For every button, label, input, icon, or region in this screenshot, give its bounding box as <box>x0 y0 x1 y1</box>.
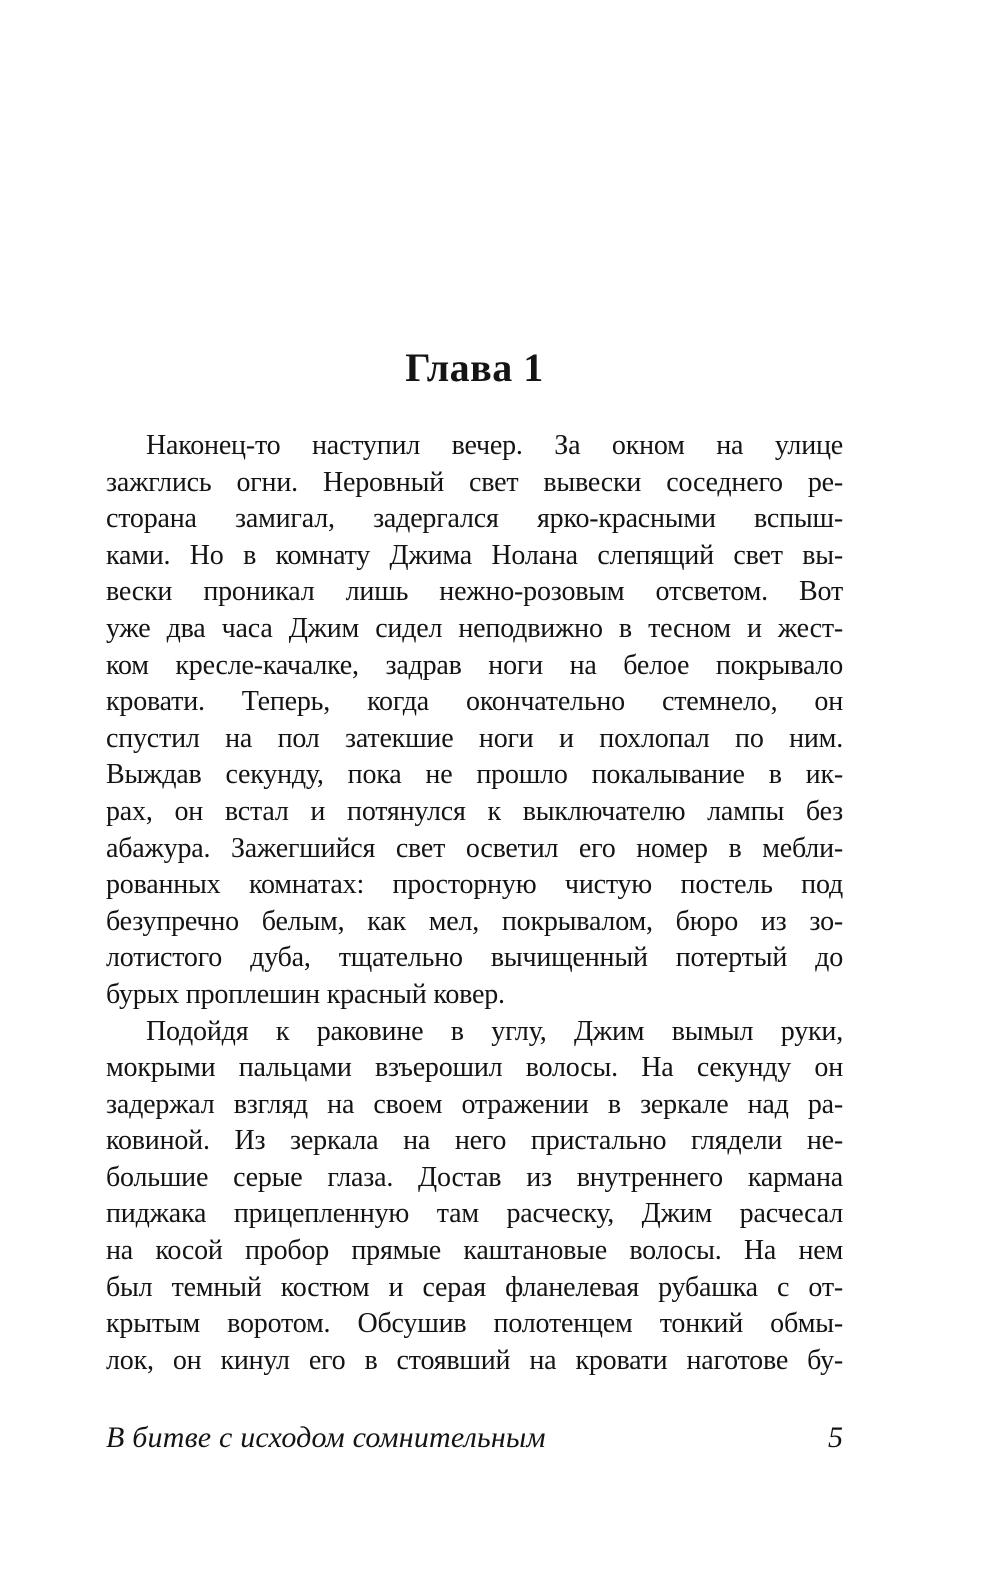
text-line: большие серые глаза. Достав из внутреннего кармана <box>106 1161 843 1193</box>
chapter-title: Глава 1 <box>405 345 544 390</box>
text-line: мокрыми пальцами взъерошил волосы. На секунду он <box>106 1052 843 1084</box>
text-line: спустил на пол затекшие ноги и похлопал по ним. <box>106 722 843 754</box>
text-line: крытым воротом. Обсушив полотенцем тонкий обмы- <box>106 1308 843 1340</box>
text-line: лотистого дуба, тщательно вычищенный потертый до <box>106 942 843 974</box>
running-title: В битве с исходом сомнительным <box>106 1421 546 1454</box>
text-line: ковиной. Из зеркала на него пристально глядели не- <box>106 1125 843 1157</box>
text-line: рованных комнатах: просторную чистую постель под <box>106 869 843 901</box>
text-line: Выждав секунду, пока не прошло покалывание в ик- <box>106 759 843 791</box>
text-line: вески проникал лишь нежно-розовым отсветом. Вот <box>106 576 843 608</box>
text-line: задержал взгляд на своем отражении в зеркале над ра- <box>106 1088 843 1120</box>
text-line: на косой пробор прямые каштановые волосы. На нем <box>106 1235 843 1267</box>
text-line: кровати. Теперь, когда окончательно стемнело, он <box>106 686 843 718</box>
text-line: зажглись огни. Неровный свет вывески соседнего ре- <box>106 466 843 498</box>
text-line: Подойдя к раковине в углу, Джим вымыл руки, <box>146 1015 843 1047</box>
page-number: 5 <box>828 1421 843 1454</box>
text-line: безупречно белым, как мел, покрывалом, бюро из зо- <box>106 905 843 937</box>
text-line: был темный костюм и серая фланелевая рубашка с от- <box>106 1271 843 1303</box>
page-footer <box>106 1421 843 1455</box>
text-line: пиджака прицепленную там расческу, Джим расчесал <box>106 1198 843 1230</box>
text-line: Наконец-то наступил вечер. За окном на улице <box>146 430 843 461</box>
paragraph <box>106 428 843 1014</box>
text-block <box>106 428 843 1379</box>
text-line: сторана замигал, задергался ярко-красными вспыш- <box>106 503 843 535</box>
text-line: бурых проплешин красный ковер. <box>106 978 505 1010</box>
text-line: абажура. Зажегшийся свет осветил его номер в мебли- <box>106 832 843 864</box>
text-line: лок, он кинул его в стоявший на кровати наготове бу- <box>106 1344 843 1376</box>
paragraph <box>106 1014 843 1380</box>
text-line: рах, он встал и потянулся к выключателю лампы без <box>106 795 843 827</box>
text-line: ками. Но в комнату Джима Нолана слепящий свет вы- <box>106 539 843 571</box>
text-line: ком кресле-качалке, задрав ноги на белое покрывало <box>106 649 843 681</box>
text-line: уже два часа Джим сидел неподвижно в тесном и жест- <box>106 612 843 644</box>
